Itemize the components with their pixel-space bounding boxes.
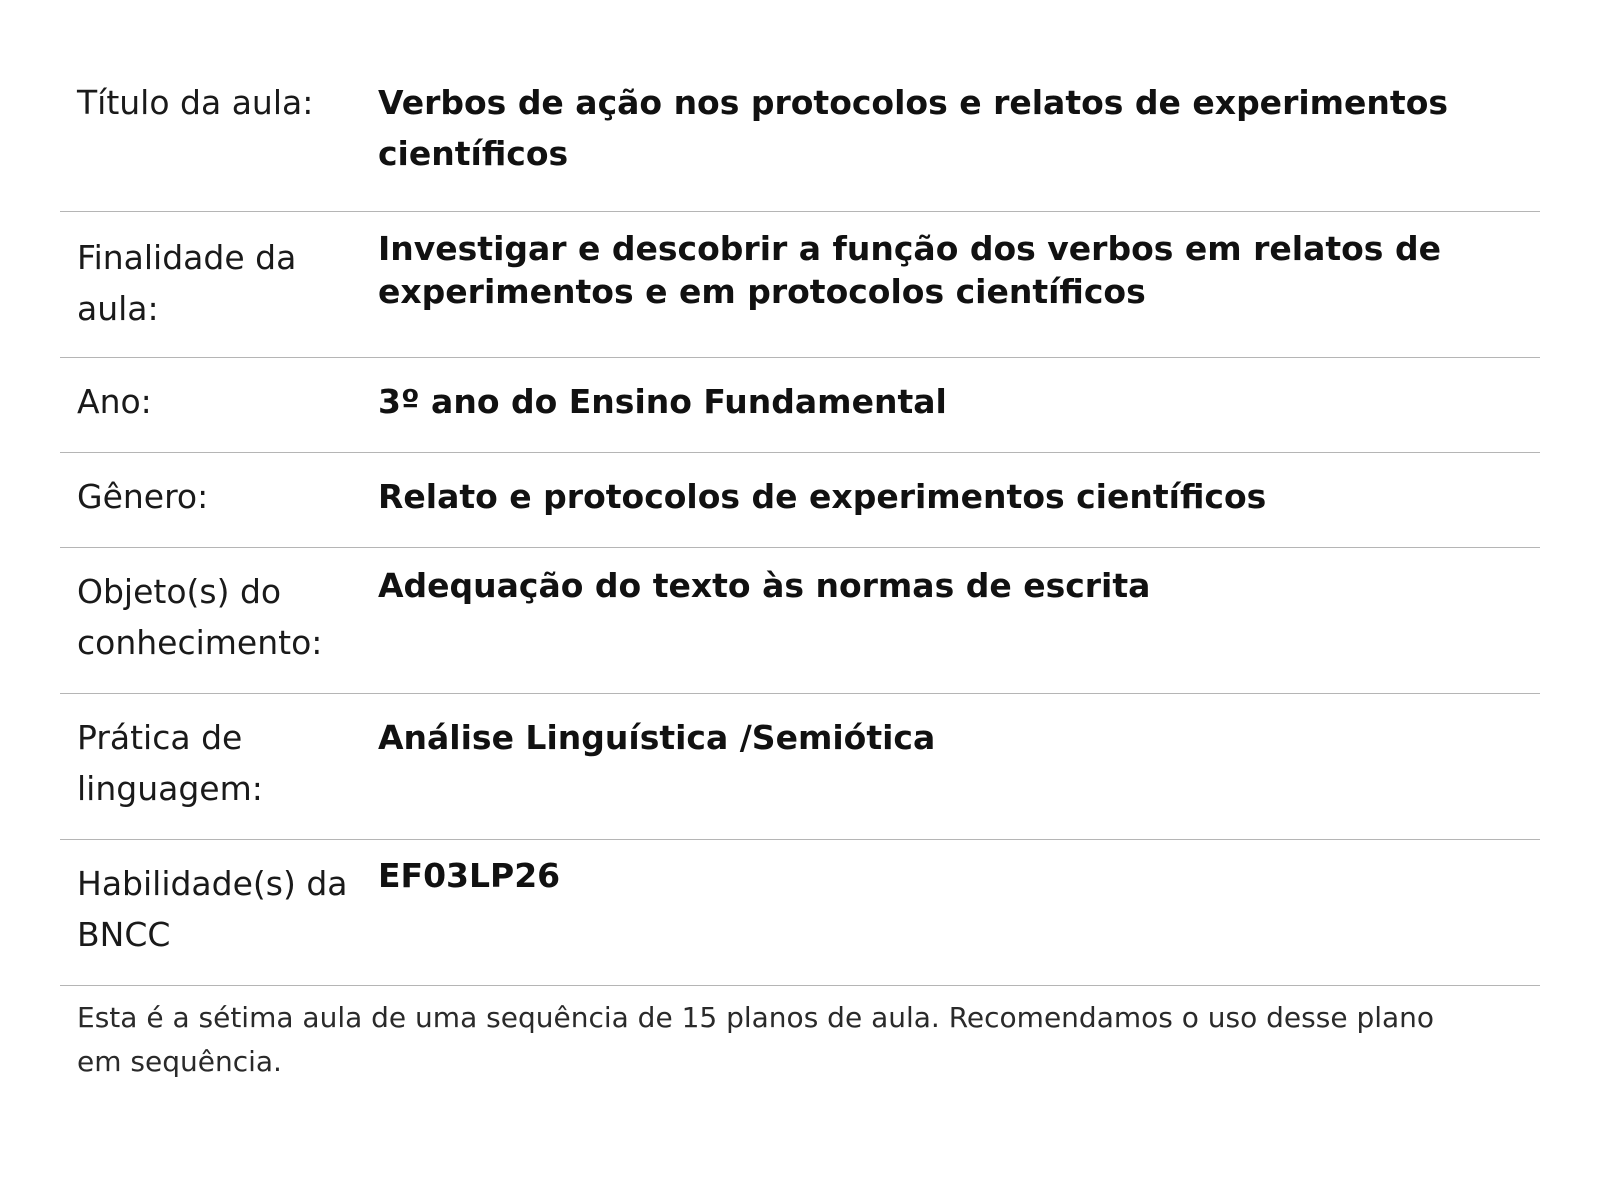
row-value: Adequação do texto às normas de escrita	[378, 566, 1151, 605]
row-genero	[60, 453, 1540, 548]
row-titulo	[60, 72, 1540, 212]
row-value: Investigar e descobrir a função dos verbos em relatos de experimentos e em protocolos científicos	[378, 229, 1441, 311]
sequence-note: Esta é a sétima aula de uma sequência de 15 planos de aula. Recomendamos o uso desse plano em sequência.	[77, 1001, 1435, 1078]
row-value: Relato e protocolos de experimentos científicos	[378, 477, 1267, 516]
row-pratica	[60, 694, 1540, 840]
row-label: Objeto(s) do conhecimento:	[77, 572, 323, 662]
row-label: Gênero:	[77, 477, 209, 516]
row-label: Habilidade(s) da BNCC	[77, 864, 348, 954]
row-ano	[60, 358, 1540, 453]
row-habilidade	[60, 840, 1540, 986]
row-label: Prática de linguagem:	[77, 718, 263, 808]
row-label: Título da aula:	[77, 83, 314, 122]
row-label: Ano:	[77, 382, 152, 421]
row-value: Análise Linguística /Semiótica	[378, 718, 936, 757]
lesson-info-table	[60, 72, 1540, 1084]
row-value: 3º ano do Ensino Fundamental	[378, 382, 947, 421]
row-finalidade	[60, 212, 1540, 358]
row-value: EF03LP26	[378, 856, 561, 895]
row-label: Finalidade da aula:	[77, 238, 297, 328]
row-objeto	[60, 548, 1540, 694]
row-value: Verbos de ação nos protocolos e relatos de experimentos científicos	[378, 83, 1449, 173]
